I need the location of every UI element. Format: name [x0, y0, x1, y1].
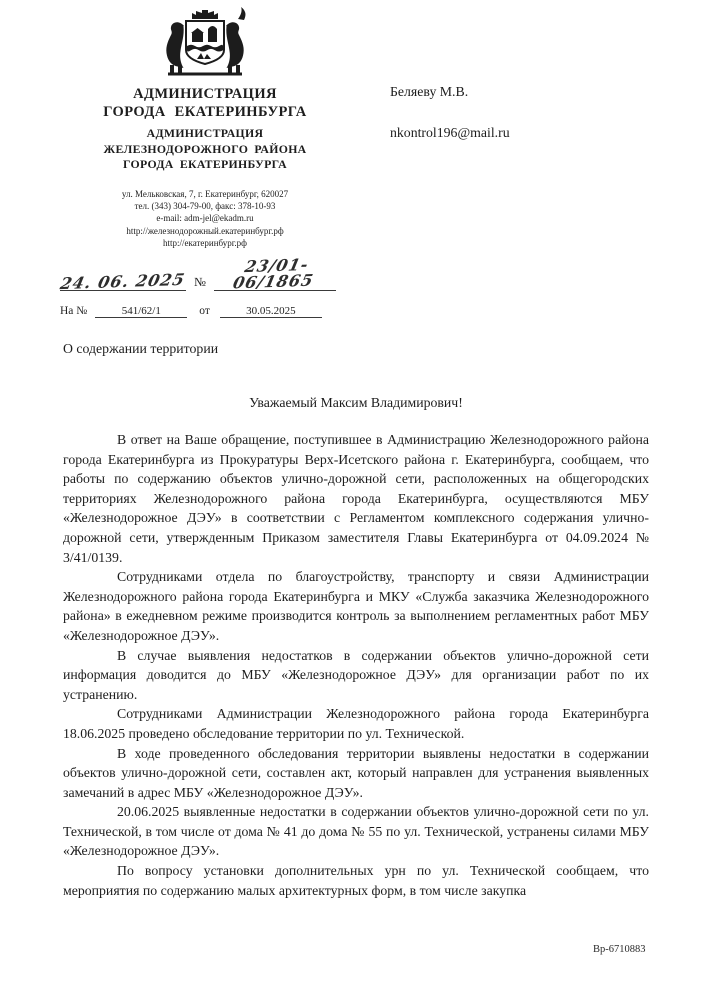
reference-block [58, 254, 362, 318]
incoming-date: 30.05.2025 [220, 305, 322, 318]
outgoing-number-handwritten: 23/01-06/1865 [231, 254, 316, 293]
recipient-email: nkontrol196@mail.ru [390, 125, 510, 140]
letter-body [63, 430, 649, 900]
dept-title-line2: ЖЕЛЕЗНОДОРОЖНОГО РАЙОНА [103, 141, 307, 156]
outgoing-row [58, 254, 362, 294]
body-paragraph: Сотрудниками отдела по благоустройству, транспорту и связи Администрации Железнодорожного района города Екатеринбурга и МКУ «Служба заказчика Железнодорожного района» в ежедневном режиме производится контроль за выполнением регламентных работ МБУ «Железнодорожное ДЭУ». [63, 569, 649, 643]
incoming-row [60, 296, 362, 318]
body-paragraph: По вопросу установки дополнительных урн по ул. Технической сообщаем, что мероприятия по содержанию малых архитектурных форм, в том числе закупка [63, 863, 649, 898]
dept-title-line3: ГОРОДА ЕКАТЕРИНБУРГА [123, 157, 287, 171]
number-sign-label: № [194, 275, 206, 289]
coat-of-arms-icon [146, 6, 264, 78]
incoming-number: 541/62/1 [95, 305, 187, 318]
address-phone-fax: тел. (343) 304-79-00, факс: 378-10-93 [134, 200, 276, 211]
body-paragraph: Сотрудниками Администрации Железнодорожного района города Екатеринбурга 18.06.2025 проведено обследование территории по ул. Технической. [63, 706, 649, 741]
letterhead [52, 6, 358, 250]
outgoing-number-line [214, 254, 336, 293]
recipient-name: Беляеву М.В. [390, 84, 469, 99]
greeting-line: Уважаемый Максим Владимирович! [249, 395, 463, 410]
address-website-city: http://екатеринбург.рф [162, 238, 248, 249]
address-block [52, 188, 358, 250]
dept-title-line1: АДМИНИСТРАЦИЯ [146, 126, 264, 140]
recipient-block [390, 84, 510, 141]
address-email: e-mail: adm-jel@ekadm.ru [156, 213, 254, 224]
document-code: Вр-6710883 [593, 944, 646, 955]
body-paragraph: В случае выявления недостатков в содержании объектов улично-дорожной сети информация доводится до МБУ «Железнодорожное ДЭУ» для организации работ по их устранению. [63, 647, 649, 702]
address-website-district: http://железнодорожный.екатеринбург.рф [126, 225, 284, 236]
incoming-label: На № [60, 305, 88, 317]
body-paragraph: 20.06.2025 выявленные недостатки в содержании объектов улично-дорожной сети по ул. Технической, в том числе от дома № 41 до дома № 55 по ул. Технической, устранены силами МБУ «Железнодорожное ДЭУ». [63, 804, 649, 859]
org-title-line2: ГОРОДА ЕКАТЕРИНБУРГА [103, 104, 307, 120]
from-label: от [199, 305, 210, 317]
outgoing-date-line [58, 269, 188, 294]
body-paragraph: В ходе проведенного обследования территории выявлены недостатки в содержании объектов улично-дорожной сети, составлен акт, который направлен для устранения выявленных замечаний в адрес МБУ «Железнодорожное ДЭУ». [63, 745, 649, 800]
outgoing-date-handwritten: 24. 06. 2025 [58, 269, 188, 294]
body-paragraph: В ответ на Ваше обращение, поступившее в Администрацию Железнодорожного района города Екатеринбурга из Прокуратуры Верх-Исетского района г. Екатеринбурга, сообщаем, что работы по содержанию объектов улично-дорожной сети, расположенных на общегородских территориях Железнодорожного района города Екатеринбурга, осуществляются МБУ «Железнодорожное ДЭУ» в соответствии с Регламентом комплексного содержания улично-дорожной сети, утвержденным Приказом заместителя Главы Екатеринбурга от 04.09.2024 № 3/41/0139. [63, 432, 649, 565]
org-title-line1: АДМИНИСТРАЦИЯ [133, 86, 277, 102]
address-street: ул. Мельковская, 7, г. Екатеринбург, 620027 [121, 188, 289, 199]
subject-line: О содержании территории [63, 341, 219, 356]
